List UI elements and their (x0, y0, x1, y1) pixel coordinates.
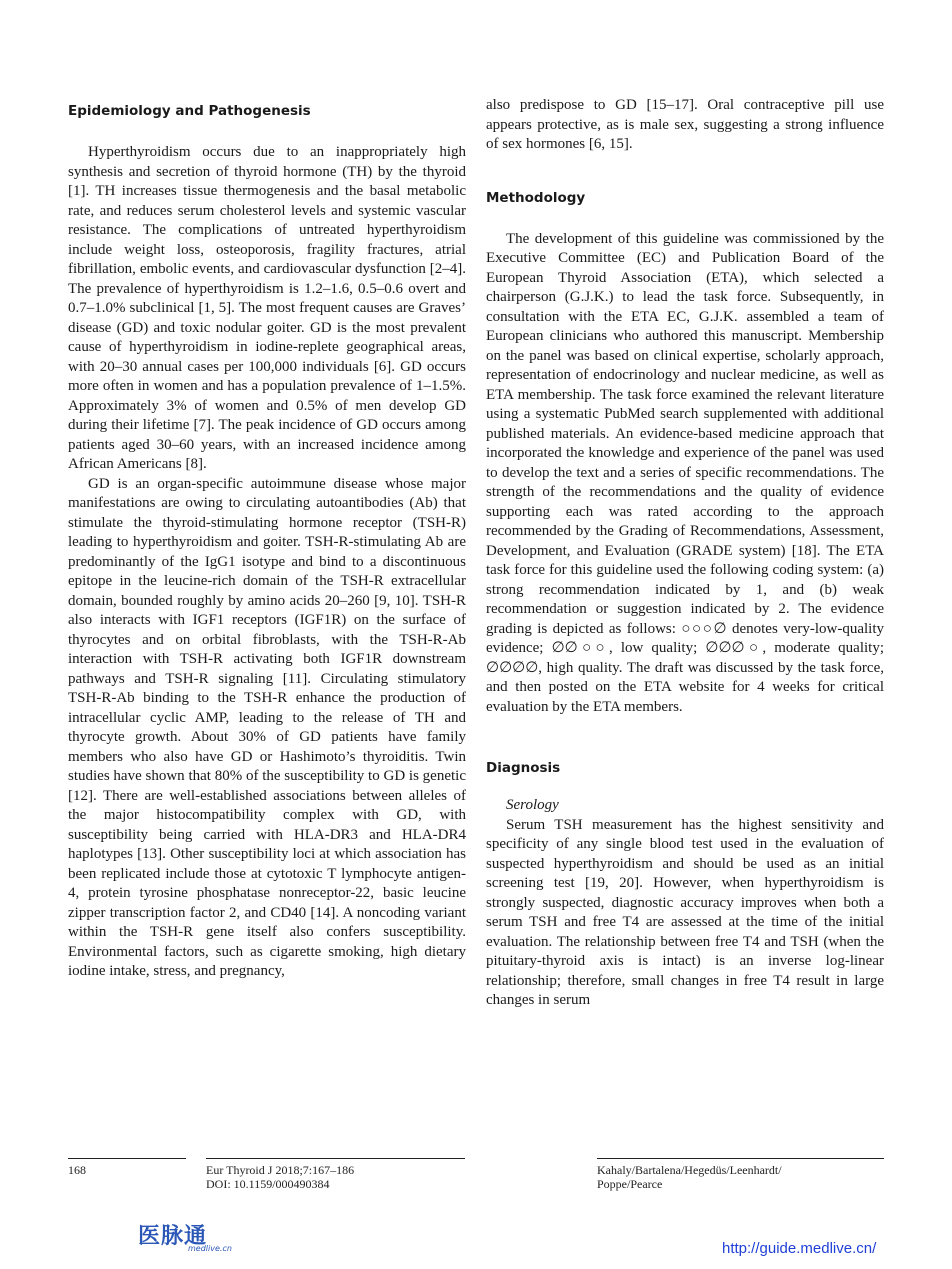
footer-divider (597, 1158, 884, 1159)
journal-citation: Eur Thyroid J 2018;7:167–186 (206, 1163, 355, 1177)
paragraph-epidemiology-1: Hyperthyroidism occurs due to an inappropriately high synthesis and secretion of thyroid hormone (TH) by the thyroid [1]. TH increases tissue thermogenesis and the basal metabolic rate, and reduces serum cholesterol levels and systemic vascular resistance. The complications of untreated hyperthyroidism include weight loss, osteoporosis, fragility fractures, atrial fibrillation, embolic events, and cardiovascular dysfunction [2–4]. The prevalence of hyperthyroidism is 1.2–1.6, 0.5–0.6 overt and 0.7–1.0% subclinical [1, 5]. The most frequent causes are Graves’ disease (GD) and toxic nodular goiter. GD is the most prevalent cause of hyperthyroidism in iodine-replete geographical areas, with 20–30 annual cases per 100,000 individuals [6]. GD occurs more often in women and has a population prevalence of 1–1.5%. Approximately 3% of women and 0.5% of men develop GD during their lifetime [7]. The peak incidence of GD occurs among patients aged 30–60 years, with an increased incidence among African Americans [8]. (68, 144, 466, 472)
paragraph-continued: also predispose to GD [15–17]. Oral contraceptive pill use appears protective, as is male sex, suggesting a strong influence of sex hormones [6, 15]. (486, 97, 884, 152)
section-heading-methodology: Methodology (486, 189, 586, 206)
paragraph-serology: Serum TSH measurement has the highest sensitivity and specificity of any single blood test used in the evaluation of suspected hyperthyroidism and should be used as an initial screening test [19, 20]. However, when hyperthyroidism is strongly suspected, diagnostic accuracy improves when both a serum TSH and free T4 are assessed at the time of the initial evaluation. The relationship between free T4 and TSH (when the pituitary-thyroid axis is intact) is an inverse log-linear relationship; therefore, small changes in free T4 result in large changes in serum (486, 816, 884, 1008)
doi: DOI: 10.1159/000490384 (206, 1177, 330, 1191)
subheading-serology: Serology (506, 797, 559, 813)
author-list-line-1: Kahaly/Bartalena/Hegedüs/Leenhardt/ (597, 1163, 782, 1177)
page-number: 168 (68, 1163, 86, 1177)
watermark-url-link[interactable]: http://guide.medlive.cn/ (722, 1240, 877, 1257)
logo-text: 医脉通 (138, 1224, 208, 1249)
page-footer (0, 1158, 952, 1218)
paragraph-epidemiology-2: GD is an organ-specific autoimmune disease whose major manifestations are owing to circulating autoantibodies (Ab) that stimulate the thyroid-stimulating hormone receptor (TSH-R) leading to hyperthyroidism and goiter. TSH-R-stimulating Ab are predominantly of the IgG1 isotype and bind to a discontinuous epitope in the leucine-rich domain of the TSH-R extracellular domain, bounded roughly by amino acids 20–260 [9, 10]. TSH-R also interacts with IGF1 receptors (IGF1R) on the surface of thyrocytes and on orbital fibroblasts, with the TSH-R-Ab interaction with TSH-R activating both IGF1R downstream pathways and TSH-R signaling [11]. Circulating stimulatory TSH-R-Ab binding to the TSH-R enhance the production of intracellular cyclic AMP, leading to the release of TH and thyrocyte growth. About 30% of GD patients have family members who also have GD or Hashimoto’s thyroiditis. Twin studies have shown that 80% of the susceptibility to GD is genetic [12]. There are well-established associations between alleles of the major histocompatibility complex with GD, with susceptibility being carried with HLA-DR3 and HLA-DR4 haplotypes [13]. Other susceptibility loci at which association has been replicated include those at cytotoxic T lymphocyte antigen-4, protein tyrosine phosphatase nonreceptor-22, basic leucine zipper transcription factor 2, and CD40 [14]. A noncoding variant within the TSH-R gene itself also confers susceptibility. Environmental factors, such as cigarette smoking, high dietary iodine intake, stress, and pregnancy, (68, 475, 466, 979)
paragraph-methodology: The development of this guideline was commissioned by the Executive Committee (EC) and Publication Board of the European Thyroid Association (ETA), which selected a chairperson (G.J.K.) to lead the task force. Subsequently, in consultation with the ETA EC, G.J.K. assembled a team of European clinicians who authored this manuscript. Membership on the panel was based on clinical expertise, scholarly approach, representation of endocrinology and nuclear medicine, as well as ETA membership. The task force examined the relevant literature using a systematic PubMed search supplemented with additional published materials. An evidence-based medicine approach that incorporated the knowledge and experience of the panel was used to develop the text and a series of specific recommendations. The strength of the recommendations and the quality of evidence supporting each was rated according to the approach recommended by the Grading of Recommendations, Assessment, Development, and Evaluation (GRADE system) [18]. The ETA task force for this guideline used the following coding system: (a) strong recommendation indicated by 1, and (b) weak recommendation or suggestion indicated by 2. The evidence grading is depicted as follows: ○○○∅ denotes very-low-quality evidence; ∅∅○○, low quality; ∅∅∅○, moderate quality; ∅∅∅∅, high quality. The draft was discussed by the task force, and then posted on the ETA website for 4 weeks for critical evaluation by the ETA members. (486, 230, 884, 715)
logo-subtext: medlive.cn (188, 1244, 232, 1253)
author-list-line-2: Poppe/Pearce (597, 1177, 663, 1191)
left-column (68, 96, 466, 982)
medlive-logo (138, 1219, 238, 1257)
section-heading-diagnosis: Diagnosis (486, 760, 561, 776)
right-column (486, 96, 884, 1011)
footer-divider (68, 1158, 186, 1159)
footer-divider (206, 1158, 465, 1159)
section-heading-epidemiology: Epidemiology and Pathogenesis (68, 103, 311, 119)
